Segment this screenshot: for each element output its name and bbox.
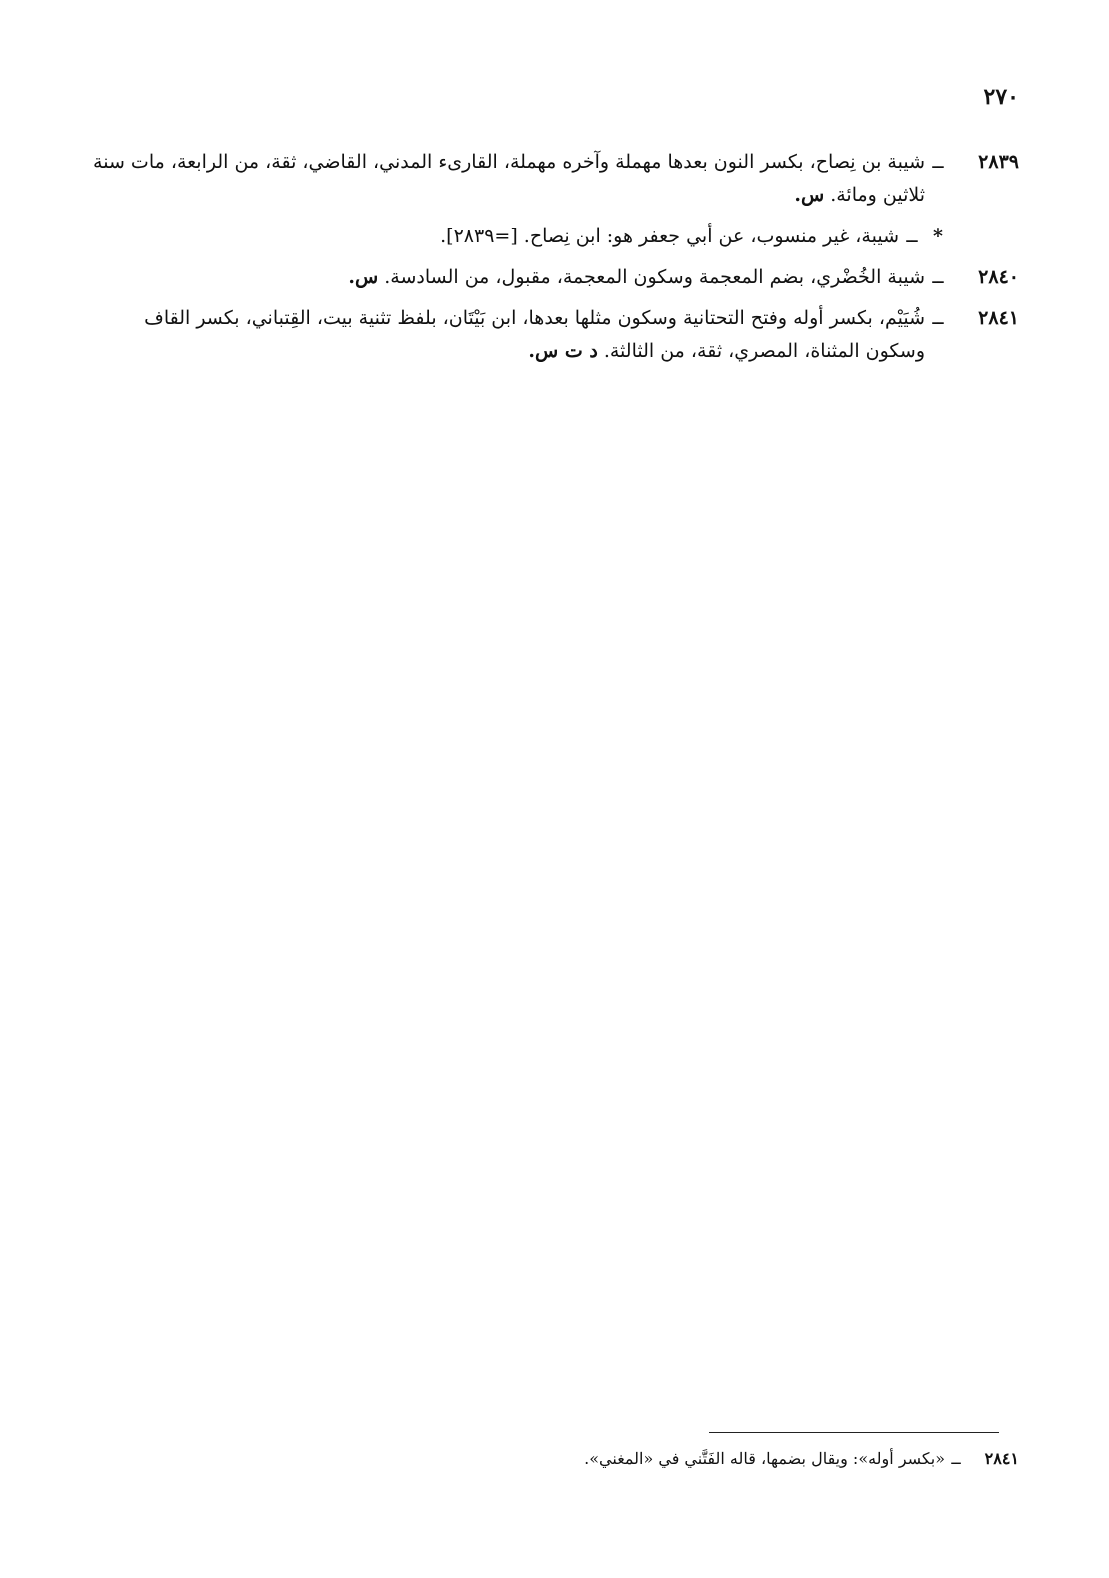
entries-list bbox=[81, 146, 1019, 376]
entry-dash: ــ bbox=[932, 266, 944, 288]
footnote-number: ٢٨٤١ bbox=[984, 1449, 1019, 1468]
footnote bbox=[119, 1446, 1019, 1472]
entry-text bbox=[81, 146, 925, 212]
entry-number: ٢٨٤٠ bbox=[978, 266, 1019, 288]
entry-number: ٢٨٤١ bbox=[978, 307, 1019, 329]
footnote-dash: ــ bbox=[951, 1449, 961, 1468]
footnote-divider bbox=[709, 1432, 999, 1433]
page-number: ٢٧٠ bbox=[983, 84, 1019, 110]
footnote-text: «بكسر أوله»: ويقال بضمها، قاله الفَتَّني في «المغني». bbox=[584, 1449, 945, 1468]
entry-body-text: شيبة، غير منسوب، عن أبي جعفر هو: ابن نِصاح. [=٢٨٣٩]. bbox=[440, 225, 899, 247]
entry-body-text: شيبة بن نِصاح، بكسر النون بعدها مهملة وآخره مهملة، القارىء المدني، القاضي، ثقة، من الرابعة، مات سنة ثلاثين ومائة. bbox=[93, 151, 925, 206]
entry-2840 bbox=[81, 261, 1019, 294]
entry-text bbox=[81, 302, 925, 368]
entry-body-text: شيبة الخُضْري، بضم المعجمة وسكون المعجمة، مقبول، من السادسة. bbox=[384, 266, 925, 288]
entry-text bbox=[81, 261, 925, 294]
entry-dash: ــ bbox=[932, 307, 944, 329]
entry-dash: ــ bbox=[932, 151, 944, 173]
entry-code: س. bbox=[348, 266, 379, 288]
entry-code: د ت س. bbox=[528, 340, 598, 362]
entry-dash: ــ bbox=[906, 225, 918, 247]
entry-text bbox=[81, 220, 899, 253]
star-marker: * bbox=[933, 225, 943, 247]
entry-2841 bbox=[81, 302, 1019, 368]
entry-code: س. bbox=[794, 184, 825, 206]
entry-number: ٢٨٣٩ bbox=[978, 151, 1019, 173]
entry-2839 bbox=[81, 146, 1019, 212]
entry-unattributed bbox=[81, 220, 1019, 253]
entry-body-text: شُيَيْم، بكسر أوله وفتح التحتانية وسكون مثلها بعدها، ابن بَيْتَان، بلفظ تثنية بيت، القِتباني، بكسر القاف وسكون المثناة، المصري، ثقة، من الثالثة. bbox=[144, 307, 925, 362]
